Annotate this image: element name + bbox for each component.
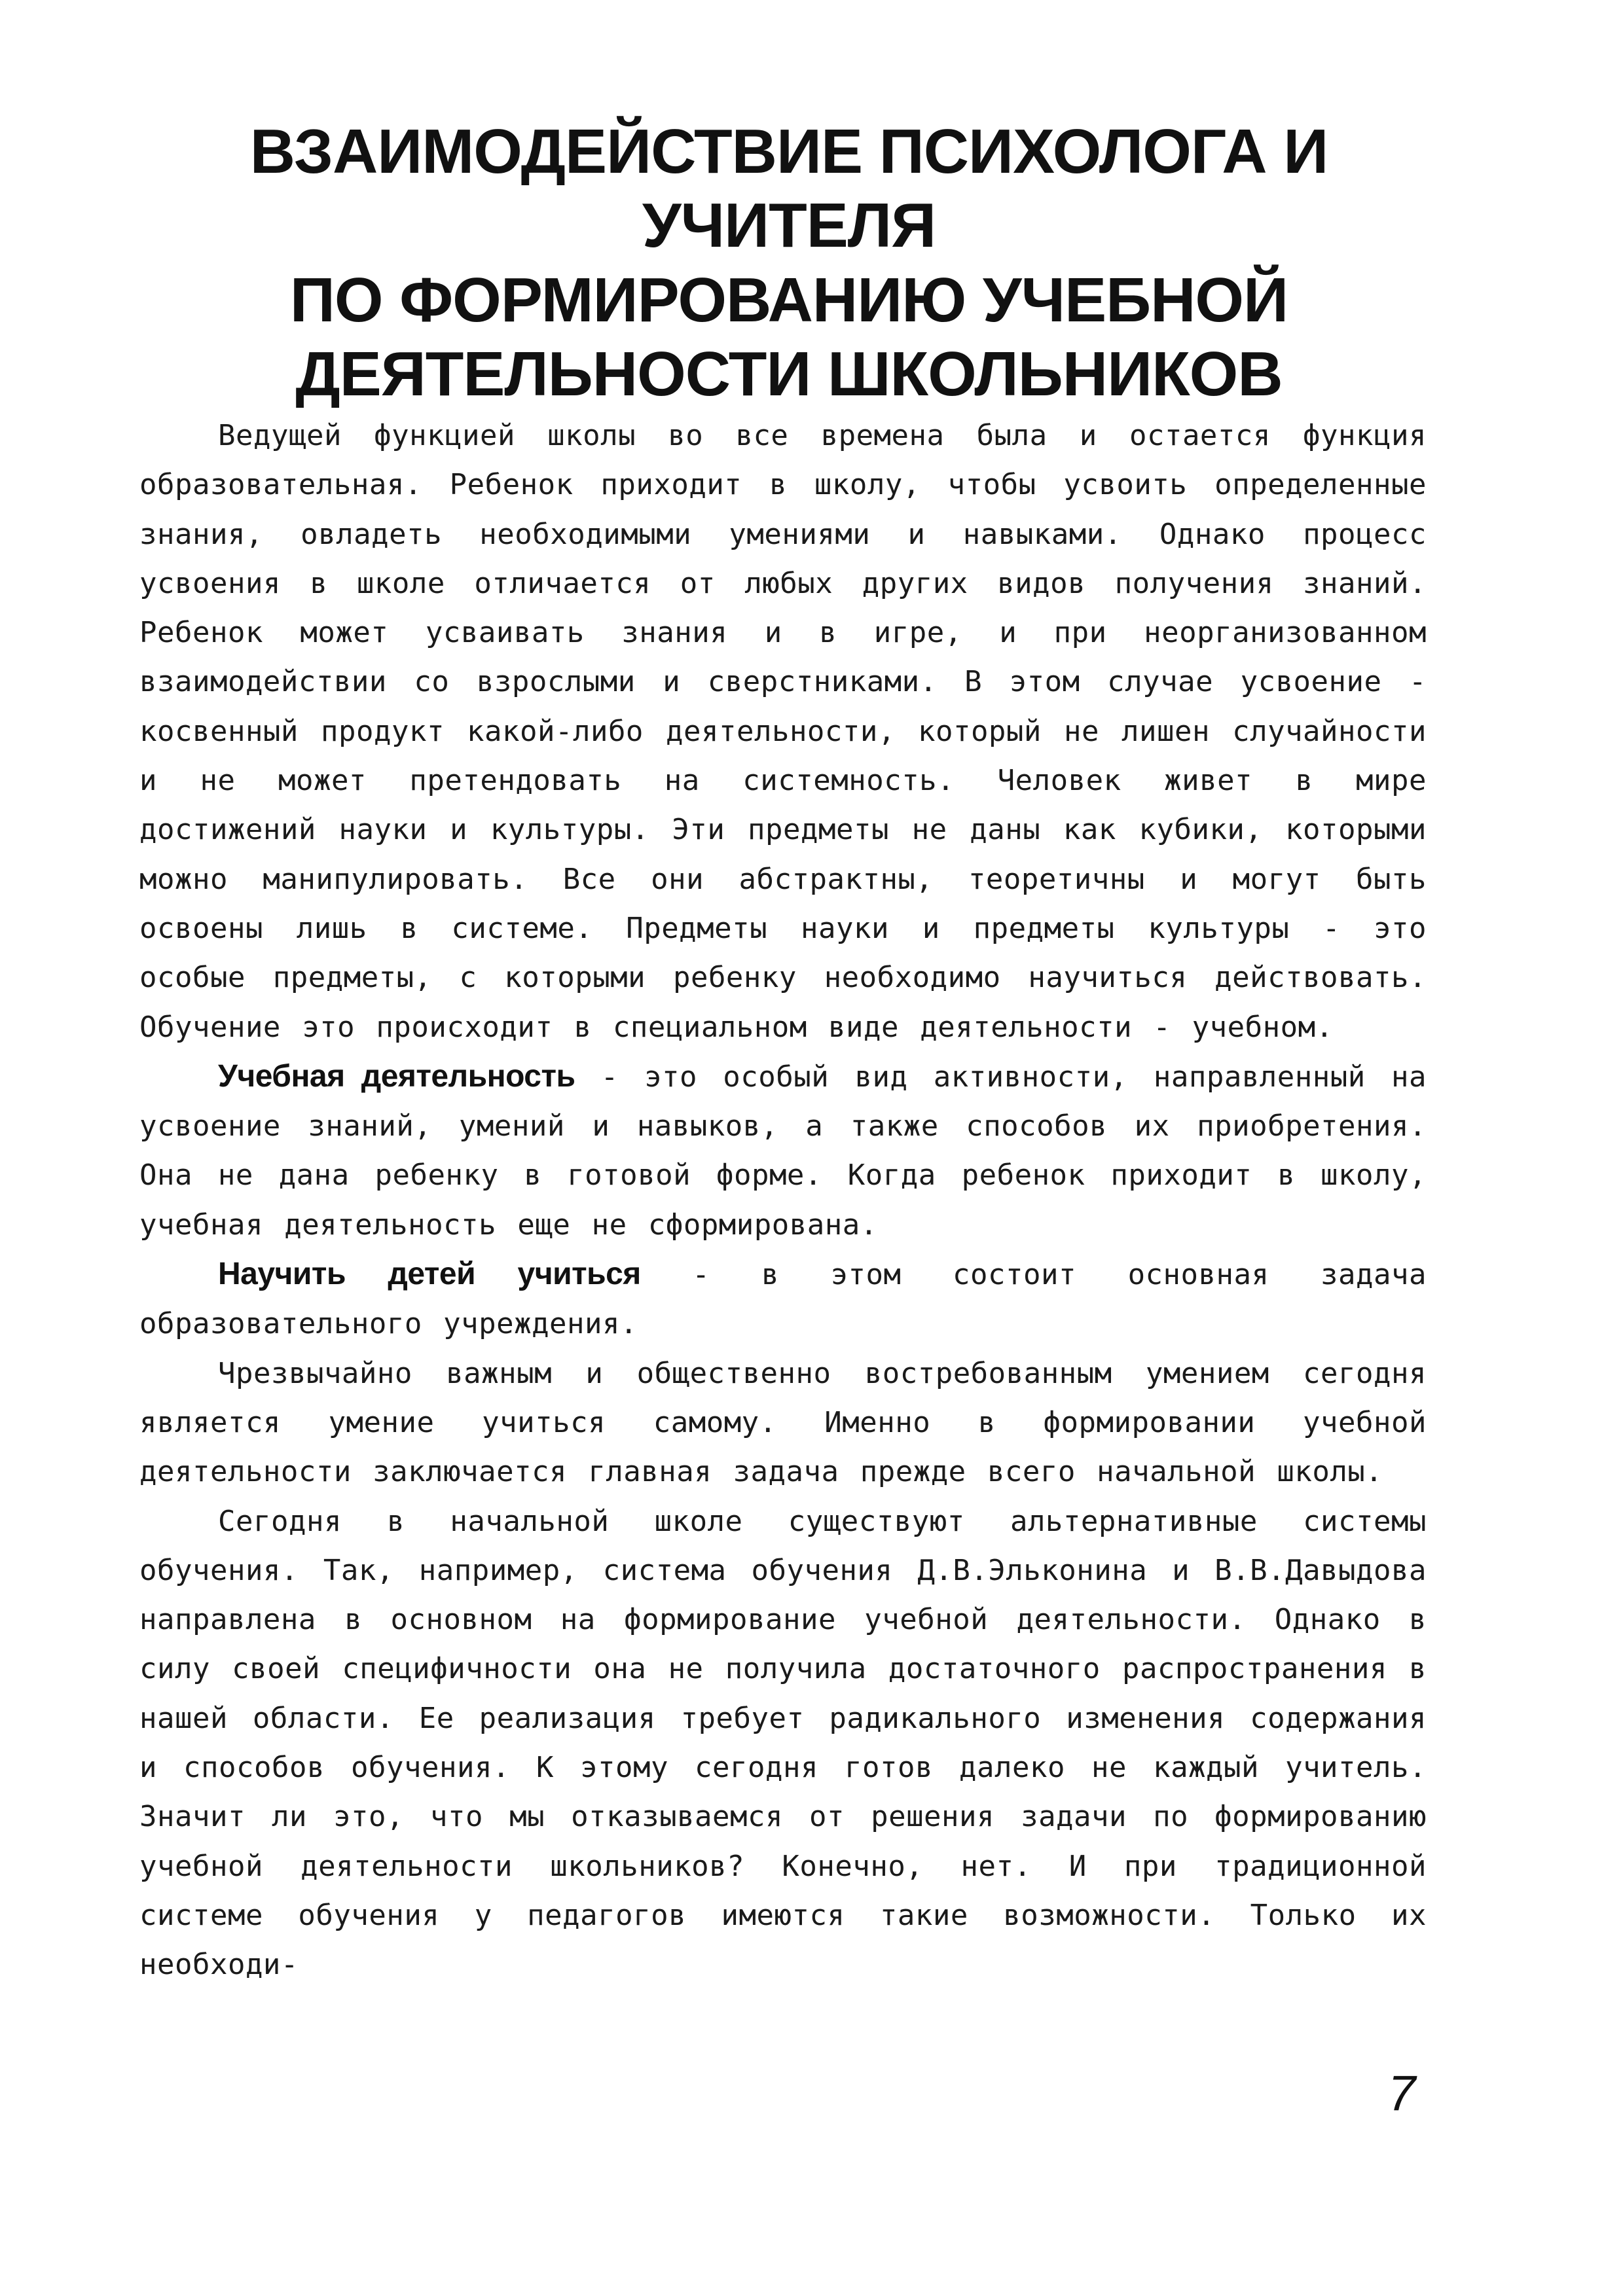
page-title	[118, 115, 1460, 411]
paragraph-skill: Чрезвычайно важным и общественно востребованным умением сегодня является умение учиться самому. Именно в формировании учебной деятельности заключается главная задача прежде всего начальной школы.	[139, 1356, 1427, 1489]
definition-text: - это особый вид активности, направленный на усвоение знаний, умений и навыков, а также способов их приобретения. Она не дана ребенку в готовой форме. Когда ребенок приходит в школу, учебная деятельность еще не сформирована.	[139, 1060, 1427, 1242]
title-line: ДЕЯТЕЛЬНОСТИ ШКОЛЬНИКОВ	[295, 338, 1283, 409]
page-number: 7	[1388, 2066, 1416, 2121]
term-learning-activity: Учебная деятельность	[218, 1058, 575, 1094]
paragraph-main-task	[139, 1249, 1427, 1349]
main-task-text: - в этом состоит основная задача образовательного учреждения.	[139, 1258, 1427, 1341]
paragraph-definition	[139, 1052, 1427, 1249]
title-line: ПО ФОРМИРОВАНИЮ УЧЕБНОЙ	[289, 264, 1288, 335]
body-text	[139, 411, 1427, 1990]
paragraph-systems: Сегодня в начальной школе существуют альтернативные системы обучения. Так, например, система обучения Д.В.Эльконина и В.В.Давыдова направлена в основном на формирование учебной деятельности. Однако в силу своей специфичности она не получила достаточного распространения в нашей области. Ее реализация требует радикального изменения содержания и способов обучения. К этому сегодня готов далеко не каждый учитель. Значит ли это, что мы отказываемся от решения задачи по формированию учебной деятельности школьников? Конечно, нет. И при традиционной системе обучения у педагогов имеются такие возможности. Только их необходи-	[139, 1504, 1427, 1982]
paragraph-intro: Ведущей функцией школы во все времена была и остается функция образовательная. Ребенок приходит в школу, чтобы усвоить определенные знания, овладеть необходимыми умениями и навыками. Однако процесс усвоения в школе отличается от любых других видов получения знаний. Ребенок может усваивать знания и в игре, и при неорганизованном взаимодействии со взрослыми и сверстниками. В этом случае усвоение - косвенный продукт какой-либо деятельности, который не лишен случайности и не может претендовать на системность. Человек живет в мире достижений науки и культуры. Эти предметы не даны как кубики, которыми можно манипулировать. Все они абстрактны, теоретичны и могут быть освоены лишь в системе. Предметы науки и предметы культуры - это особые предметы, с которыми ребенку необходимо научиться действовать. Обучение это происходит в специальном виде деятельности - учебном.	[139, 419, 1427, 1044]
title-line: ВЗАИМОДЕЙСТВИЕ ПСИХОЛОГА И УЧИТЕЛЯ	[249, 117, 1328, 261]
term-teach-to-learn: Научить детей учиться	[218, 1257, 641, 1292]
